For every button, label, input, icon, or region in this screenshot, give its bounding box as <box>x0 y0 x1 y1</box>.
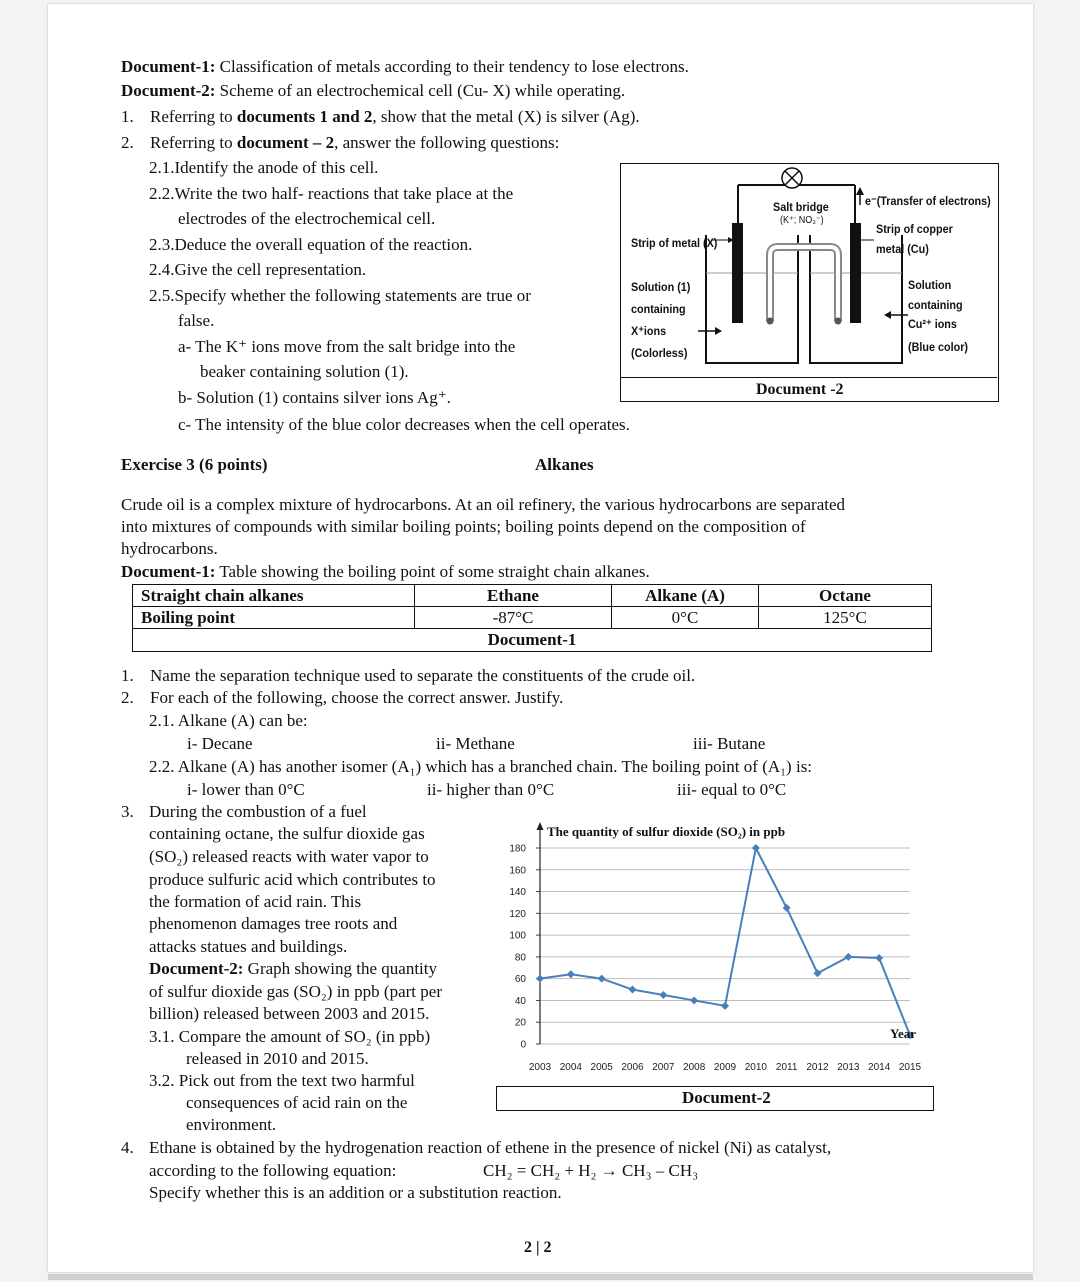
page-bottom-edge <box>48 1274 1033 1280</box>
y-tick-label: 60 <box>514 974 526 986</box>
data-point <box>690 996 698 1004</box>
ex-q2-1-option-iii: iii- Butane <box>693 734 766 753</box>
y-tick-label: 80 <box>514 952 526 964</box>
ex-q3-line6: phenomenon damages tree roots and <box>149 914 398 933</box>
data-point <box>536 975 544 983</box>
exercise-topic: Alkanes <box>535 455 594 474</box>
x-tick-label: 2004 <box>559 1062 582 1073</box>
intro-line2: into mixtures of compounds with similar boiling points; boiling points depend on the composition of <box>121 517 806 536</box>
solution1-label-4: (Colorless) <box>631 346 688 360</box>
x-tick-label: 2008 <box>683 1062 706 1073</box>
cell-caption: Document -2 <box>756 381 844 398</box>
table-header-cell: Alkane (A) <box>612 585 759 607</box>
table-row <box>133 607 932 629</box>
y-axis-arrow <box>537 822 544 830</box>
intro-line1: Crude oil is a complex mixture of hydrocarbons. At an oil refinery, the various hydrocarbons are separated <box>121 495 846 514</box>
salt-bridge-label: Salt bridge <box>773 200 829 214</box>
chart-title: The quantity of sulfur dioxide (SO₂) in ppb <box>547 824 786 839</box>
ex-q4-line3: Specify whether this is an addition or a substitution reaction. <box>149 1183 562 1202</box>
question-2-2-line2: electrodes of the electrochemical cell. <box>178 209 436 228</box>
ex-q3-line4: produce sulfuric acid which contributes to <box>149 870 436 889</box>
data-point <box>629 986 637 994</box>
x-tick-label: 2013 <box>837 1062 860 1073</box>
x-axis-label: Year <box>890 1026 916 1041</box>
data-point <box>659 991 667 999</box>
table-header-row <box>133 585 932 607</box>
ex-q3-doc2-line3: billion) released between 2003 and 2015. <box>149 1004 430 1023</box>
data-point <box>814 969 822 977</box>
x-tick-label: 2007 <box>652 1062 675 1073</box>
so2-line-chart <box>496 814 934 1110</box>
ex-q4-equation: CH₂ = CH₂ + H₂ → CH₃ – CH₃ <box>483 1161 699 1180</box>
ex-q2-1: 2.1. Alkane (A) can be: <box>149 711 308 730</box>
x-tick-label: 2015 <box>898 1062 922 1073</box>
y-tick-label: 180 <box>509 843 526 855</box>
statement-c: c- The intensity of the blue color decreases when the cell operates. <box>178 415 630 434</box>
data-point <box>752 844 760 852</box>
ex-q3-line5: the formation of acid rain. This <box>149 892 362 911</box>
ex-q2-2: 2.2. Alkane (A) has another isomer (A₁) which has a branched chain. The boiling point of (A₁) is: <box>149 757 813 776</box>
question-2-5-line1: 2.5.Specify whether the following statements are true or <box>149 286 531 305</box>
ex-q2-1-option-ii: ii- Methane <box>436 734 515 753</box>
strip-cu-label-2: metal (Cu) <box>876 242 929 256</box>
ex-q3-line7: attacks statues and buildings. <box>149 937 348 956</box>
x-tick-label: 2014 <box>868 1062 891 1073</box>
ex-q2-2-option-i: i- lower than 0°C <box>187 780 305 799</box>
ex-q4-number: 4. <box>121 1138 134 1157</box>
solution2-label-1: Solution <box>908 278 952 292</box>
ex-q3-line3: (SO₂) released reacts with water vapor to <box>149 847 429 866</box>
y-tick-label: 140 <box>509 887 526 899</box>
table-caption: Document-1 <box>133 629 932 652</box>
x-tick-label: 2010 <box>744 1062 767 1073</box>
x-tick-label: 2011 <box>775 1062 798 1073</box>
table-caption-row <box>133 629 932 652</box>
strip-x-label: Strip of metal (X) <box>631 236 718 250</box>
question-2-4: 2.4.Give the cell representation. <box>149 260 367 279</box>
solution1-label-1: Solution (1) <box>631 280 691 294</box>
y-tick-label: 100 <box>509 930 526 942</box>
chart-caption: Document-2 <box>682 1088 771 1107</box>
x-tick-label: 2006 <box>621 1062 644 1073</box>
y-tick-label: 120 <box>509 908 526 920</box>
table-cell: 0°C <box>612 607 759 629</box>
x-tick-label: 2003 <box>528 1062 552 1073</box>
data-point <box>875 954 883 962</box>
salt-bridge-ions: (K⁺; NO₃⁻) <box>780 215 824 226</box>
doc2-line: Document-2: Scheme of an electrochemical cell (Cu- X) while operating. <box>121 81 626 100</box>
ex-q4-line1: Ethane is obtained by the hydrogenation reaction of ethene in the presence of nickel (Ni) as catalyst, <box>149 1138 832 1157</box>
electrode-cu <box>850 223 861 323</box>
solution2-label-2: containing <box>908 298 963 312</box>
ex-q3-doc2-line1: Document-2: Graph showing the quantity <box>149 959 438 978</box>
data-point <box>721 1002 729 1010</box>
y-tick-label: 0 <box>520 1039 526 1051</box>
question-2: Referring to document – 2, answer the following questions: <box>150 133 560 152</box>
solution1-label-2: containing <box>631 302 686 316</box>
ex-q4-line2: according to the following equation: <box>149 1161 397 1180</box>
data-point <box>598 975 606 983</box>
x-tick-label: 2009 <box>713 1062 737 1073</box>
electrode-x <box>732 223 743 323</box>
ex-q2-number: 2. <box>121 688 134 707</box>
table-cell: Boiling point <box>133 607 415 629</box>
ex-q3-1-line1: 3.1. Compare the amount of SO₂ (in ppb) <box>149 1027 431 1046</box>
y-tick-label: 160 <box>509 865 526 877</box>
question-2-3: 2.3.Deduce the overall equation of the reaction. <box>149 235 473 254</box>
y-tick-label: 20 <box>514 1017 526 1029</box>
question-2-2-line1: 2.2.Write the two half- reactions that take place at the <box>149 184 514 203</box>
y-tick-label: 40 <box>514 995 526 1007</box>
ex-q3-2-line3: environment. <box>186 1115 277 1134</box>
ex-q1: Name the separation technique used to separate the constituents of the crude oil. <box>150 666 696 685</box>
data-point <box>567 970 575 978</box>
data-point <box>783 904 791 912</box>
data-point <box>844 953 852 961</box>
question-2-5-line2: false. <box>178 311 215 330</box>
ex-q3-2-line2: consequences of acid rain on the <box>186 1093 408 1112</box>
exercise-doc1-line: Document-1: Table showing the boiling point of some straight chain alkanes. <box>121 562 650 581</box>
ex-q3-2-line1: 3.2. Pick out from the text two harmful <box>149 1071 415 1090</box>
doc1-line: Document-1: Classification of metals according to their tendency to lose electrons. <box>121 57 689 76</box>
ex-q2-2-option-ii: ii- higher than 0°C <box>427 780 555 799</box>
ex-q1-number: 1. <box>121 666 134 685</box>
solution1-label-3: X⁺ions <box>631 324 667 338</box>
solution2-label-3: Cu²⁺ ions <box>908 317 957 331</box>
table-header-cell: Octane <box>759 585 932 607</box>
statement-a-line1: a- The K⁺ ions move from the salt bridge into the <box>178 337 516 356</box>
ex-q3-line2: containing octane, the sulfur dioxide gas <box>149 824 425 843</box>
ex-q3-line1: During the combustion of a fuel <box>149 802 367 821</box>
question-1-number: 1. <box>121 107 134 126</box>
ex-q2-1-option-i: i- Decane <box>187 734 253 753</box>
table-header-cell: Ethane <box>415 585 612 607</box>
ex-q2-2-option-iii: iii- equal to 0°C <box>677 780 787 799</box>
exercise-title: Exercise 3 (6 points) <box>121 455 268 474</box>
question-1: Referring to documents 1 and 2, show that the metal (X) is silver (Ag). <box>150 107 640 126</box>
boiling-point-table <box>132 584 932 652</box>
strip-cu-label-1: Strip of copper <box>876 222 953 236</box>
x-tick-label: 2005 <box>590 1062 613 1073</box>
ex-q3-number: 3. <box>121 802 134 821</box>
question-2-number: 2. <box>121 133 134 152</box>
electron-transfer-label: e⁻(Transfer of electrons) <box>865 194 991 208</box>
x-tick-label: 2012 <box>806 1062 829 1073</box>
table-cell: 125°C <box>759 607 932 629</box>
table-cell: -87°C <box>415 607 612 629</box>
ex-q2: For each of the following, choose the correct answer. Justify. <box>150 688 564 707</box>
intro-line3: hydrocarbons. <box>121 539 218 558</box>
page-number: 2 | 2 <box>524 1239 552 1256</box>
solution2-label-4: (Blue color) <box>908 340 969 354</box>
question-2-1: 2.1.Identify the anode of this cell. <box>149 158 379 177</box>
statement-a-line2: beaker containing solution (1). <box>200 362 409 381</box>
ex-q3-1-line2: released in 2010 and 2015. <box>186 1049 369 1068</box>
ex-q3-doc2-line2: of sulfur dioxide gas (SO₂) in ppb (part per <box>149 982 442 1001</box>
table-header-cell: Straight chain alkanes <box>133 585 415 607</box>
statement-b: b- Solution (1) contains silver ions Ag⁺. <box>178 388 451 407</box>
